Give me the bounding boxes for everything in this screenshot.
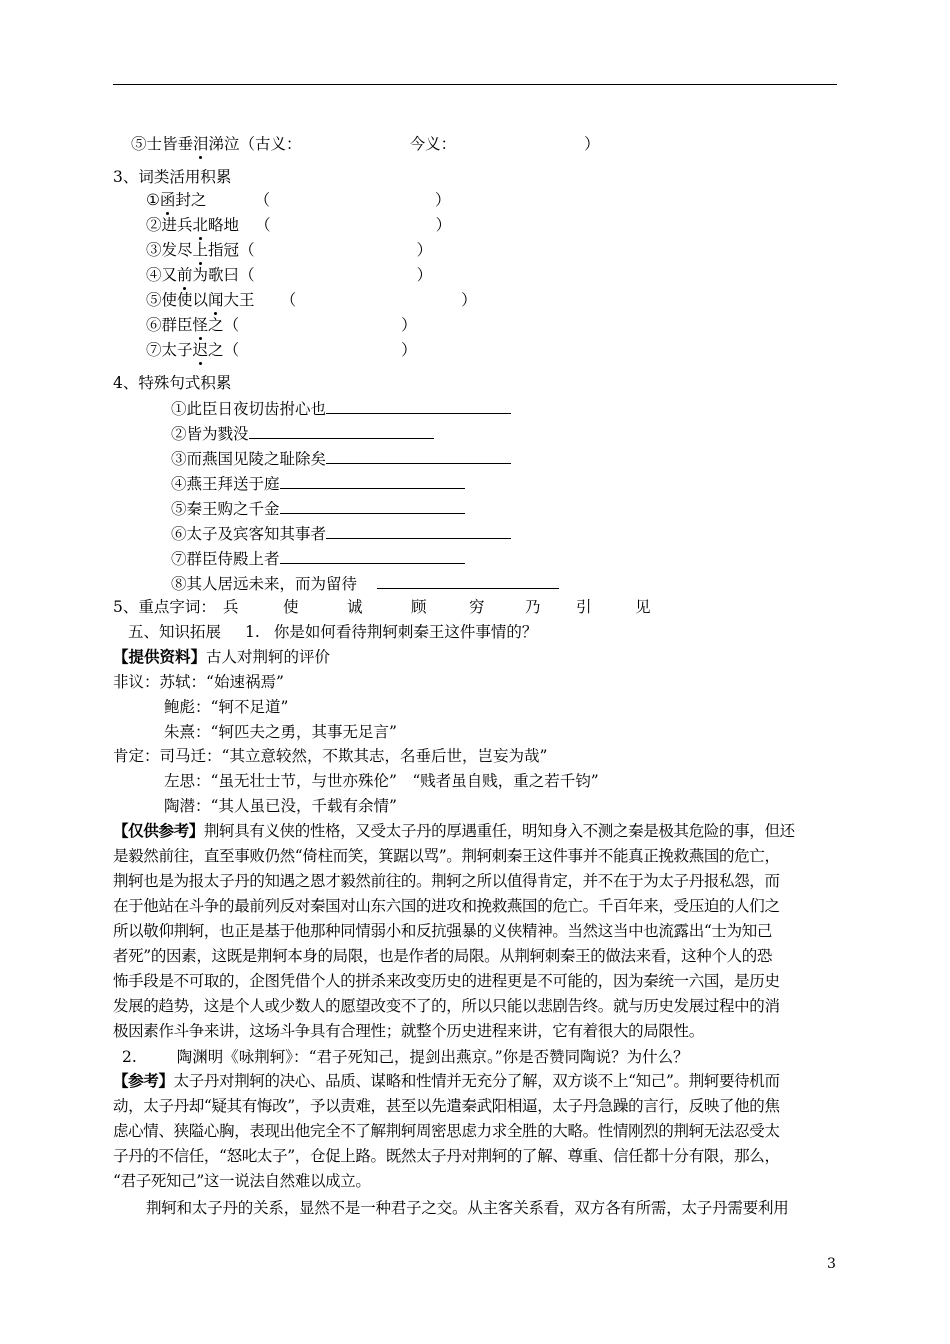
material-heading: 【提供资料】古人对荆轲的评价 bbox=[113, 647, 331, 666]
s4-item: ②皆为戮没 bbox=[171, 423, 434, 444]
reference-paragraph-1: 【仅供参考】荆轲具有义侠的性格，又受太子丹的厚遇重任，明知身入不测之秦是极其危险的事，但还 是毅然前往，直至事败仍然“倚柱而笑，箕踞以骂”。荆轲刺秦王这件事并不能真正挽救燕国的危亡， 荆轲也是为报太子丹的知遇之恩才毅然前往的。荆轲之所以值得肯定，并不在于为太子丹报私怨，而 在于他站在斗争的最前列反对秦国对山东六国的进攻和挽救燕国的危亡。千百年来，受压迫的人们之 所以敬仰荆轲，也正是基于他那种同情弱小和反抗强暴的义侠精神。当然这当中也流露出“士为知己 者死”的因素，这既是荆轲本身的局限，也是作者的局限。从荆轲刺秦王的做法来看，这种个人的恐 怖手段是不可取的，企图凭借个人的拼杀来改变历史的进程更是不可能的，因为秦统一六国，是历史 发展的趋势，这是个人或少数人的愿望改变不了的，所以只能以悲剧告终。就与历史发展过程中的消 极因素作斗争来讲，这场斗争具有合理性；就整个历史进程来讲，它有着很大的局限性。 bbox=[113, 821, 795, 1040]
ancient-meaning-item-5: ⑤士皆垂泪涕泣（古义： 今义： ） bbox=[131, 135, 600, 153]
s3-item: ②进兵北略地 （ ） bbox=[146, 216, 452, 234]
header-rule bbox=[113, 84, 837, 85]
section-4-title: 4、特殊句式积累 bbox=[113, 374, 232, 392]
s3-item: ③发尽上指冠（ ） bbox=[146, 241, 433, 259]
page-number: 3 bbox=[827, 1256, 836, 1272]
answer-blank[interactable] bbox=[326, 523, 511, 539]
s3-item: ④又前为歌曰（ ） bbox=[146, 266, 433, 284]
s4-item: ⑧其人居远未来，而为留待 bbox=[171, 573, 559, 594]
question-2: 2. 陶渊明《咏荆轲》：“君子死知己，提剑出燕京。”你是否赞同陶说？为什么？ bbox=[122, 1048, 689, 1066]
answer-blank[interactable] bbox=[326, 398, 511, 414]
s4-item: ④燕王拜送于庭 bbox=[171, 473, 465, 494]
critic-line: 肯定：司马迁：“其立意较然，不欺其志，名垂后世，岂妄为哉” bbox=[113, 747, 548, 765]
s3-item: ⑦太子迟之（ ） bbox=[146, 341, 417, 359]
critic-line: 左思：“虽无壮士节，与世亦殊伦” “贱者虽自贱，重之若千钧” bbox=[164, 772, 599, 790]
s3-item: ⑤使使以闻大王 （ ） bbox=[146, 291, 477, 309]
s4-item: ⑤秦王购之千金 bbox=[171, 498, 465, 519]
section-5: 5、重点字词： 兵 使 诚 顾 穷 乃 引 见 bbox=[113, 598, 651, 616]
critic-line: 陶潜：“其人虽已没，千载有余情” bbox=[164, 797, 397, 815]
critic-line: 鲍彪：“轲不足道” bbox=[164, 698, 289, 716]
s3-item: ①函封之 （ ） bbox=[146, 191, 451, 209]
answer-blank[interactable] bbox=[280, 498, 465, 514]
closing-paragraph: 荆轲和太子丹的关系，显然不是一种君子之交。从主客关系看，双方各有所需，太子丹需要利用 bbox=[146, 1199, 789, 1217]
critic-line: 朱熹：“轲匹夫之勇，其事无足言” bbox=[164, 723, 397, 741]
s4-item: ③而燕国见陵之耻除矣 bbox=[171, 448, 511, 469]
answer-blank[interactable] bbox=[280, 548, 465, 564]
dotted-char: 泪 bbox=[193, 135, 209, 153]
s4-item: ⑥太子及宾客知其事者 bbox=[171, 523, 511, 544]
answer-blank[interactable] bbox=[249, 423, 434, 439]
answer-blank[interactable] bbox=[377, 573, 559, 589]
answer-blank[interactable] bbox=[326, 448, 511, 464]
critic-line: 非议：苏轼：“始速祸焉” bbox=[113, 673, 284, 691]
s4-item: ①此臣日夜切齿拊心也 bbox=[171, 398, 511, 419]
section-3-title: 3、词类活用积累 bbox=[113, 168, 232, 186]
s4-item: ⑦群臣侍殿上者 bbox=[171, 548, 465, 569]
reference-paragraph-2: 【参考】太子丹对荆轲的决心、品质、谋略和性情并无充分了解，双方谈不上“知己”。荆轲要待机而 动，太子丹却“疑其有悔改”，予以责难，甚至以先遣秦武阳相逼，太子丹急躁的言行，反映了他的焦 虑心情、狭隘心胸，表现出他完全不了解荆轲周密思虑力求全胜的大略。性情刚烈的荆轲无法忍受太 子丹的不信任，“怒叱太子”，仓促上路。既然太子丹对荆轲的了解、尊重、信任都十分有限，那么， “君子死知己”这一说法自然难以成立。 bbox=[113, 1071, 780, 1190]
section-five-title: 五、知识拓展 1. 你是如何看待荆轲刺秦王这件事情的？ bbox=[128, 623, 538, 641]
answer-blank[interactable] bbox=[280, 473, 465, 489]
s3-item: ⑥群臣怪之（ ） bbox=[146, 316, 417, 334]
